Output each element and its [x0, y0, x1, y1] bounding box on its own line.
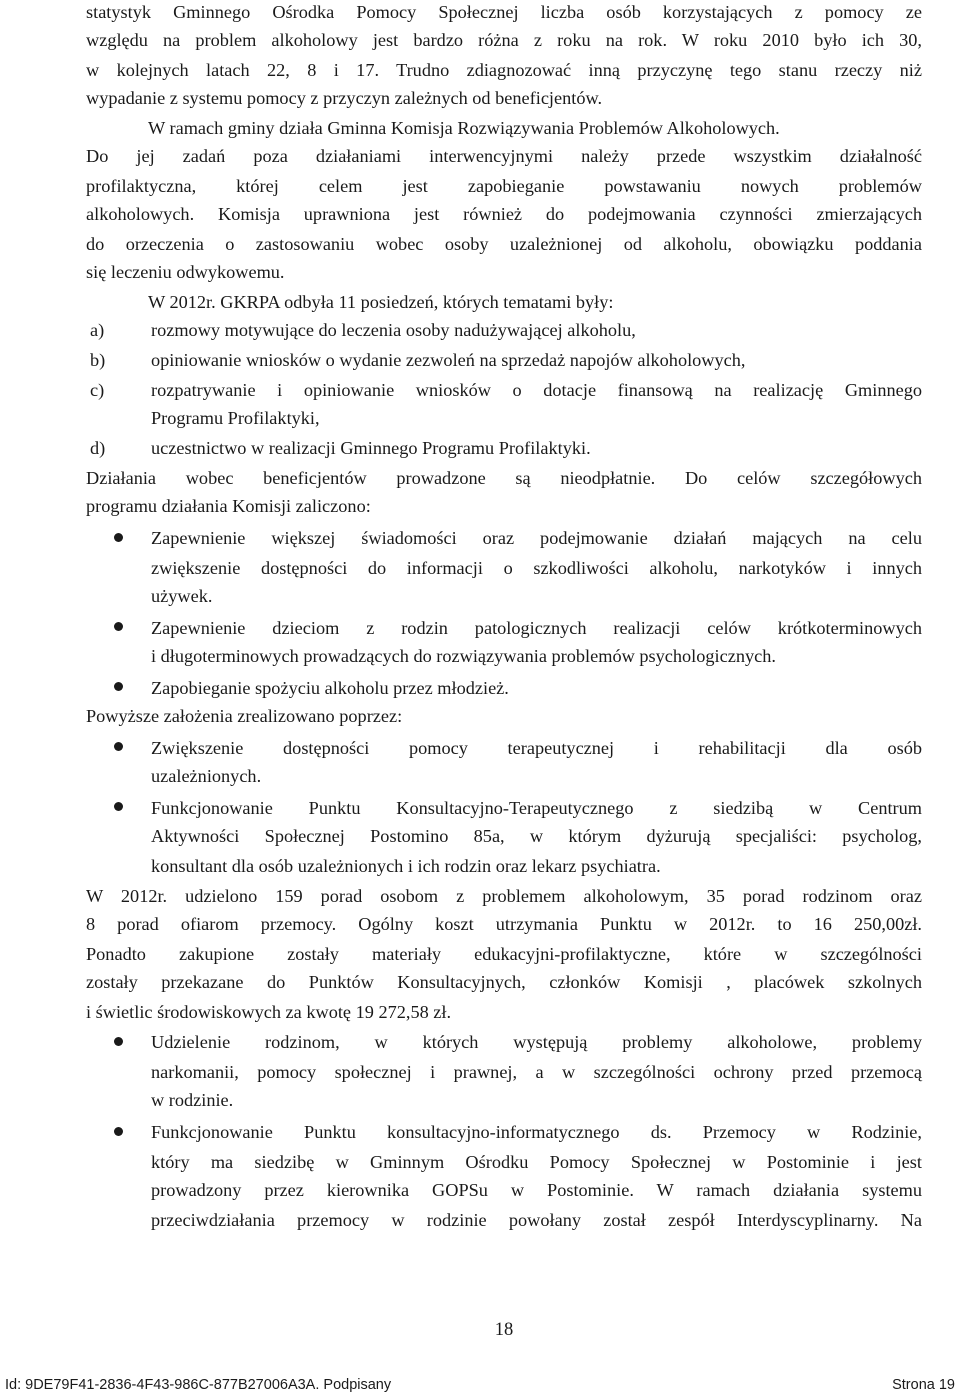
list-item-text: w rodzinie. [151, 1090, 234, 1110]
list-item-text: rozmowy motywujące do leczenia osoby nadużywającej alkoholu, [151, 320, 636, 340]
bullet-icon [114, 622, 123, 631]
text-line: profilaktyczna, której celem jest zapobieganie powstawaniu nowych problemów [86, 176, 922, 196]
list-item-text: Udzielenie rodzinom, w których występują problemy alkoholowe, problemy [151, 1032, 922, 1052]
bullet-icon [114, 802, 123, 811]
list-label: d) [90, 438, 106, 458]
document-footer [5, 1375, 955, 1395]
text-line: w kolejnych latach 22, 8 i 17. Trudno zdiagnozować inną przyczynę tego stanu rzeczy niż [86, 60, 922, 80]
list-item-text: używek. [151, 586, 213, 606]
list-item-text: opiniowanie wniosków o wydanie zezwoleń na sprzedaż napojów alkoholowych, [151, 350, 746, 370]
list-item-text: uzależnionych. [151, 766, 262, 786]
text-line: W 2012r. udzielono 159 porad osobom z problemem alkoholowym, 35 porad rodzinom oraz [86, 886, 922, 906]
text-line: 8 porad ofiarom przemocy. Ogólny koszt utrzymania Punktu w 2012r. to 16 250,00zł. [86, 914, 922, 934]
list-item-text: Funkcjonowanie Punktu konsultacyjno-informatycznego ds. Przemocy w Rodzinie, [151, 1122, 922, 1142]
list-item-text: Zapewnienie większej świadomości oraz podejmowanie działań mających na celu [151, 528, 922, 548]
list-item-text: prowadzony przez kierownika GOPSu w Postominie. W ramach działania systemu [151, 1180, 922, 1200]
list-item-text: przeciwdziałania przemocy w rodzinie powołany został zespół Interdyscyplinarny. Na [151, 1210, 922, 1230]
list-item-text: zwiększenie dostępności do informacji o szkodliwości alkoholu, narkotyków i innych [151, 558, 922, 578]
list-item-text: Programu Profilaktyki, [151, 408, 320, 428]
list-item-text: Zapobieganie spożyciu alkoholu przez młodzież. [151, 678, 509, 698]
list-item-text: Funkcjonowanie Punktu Konsultacyjno-Terapeutycznego z siedzibą w Centrum [151, 798, 922, 818]
text-line: alkoholowych. Komisja uprawniona jest również do podejmowania czynności zmierzających [86, 204, 922, 224]
text-line: programu działania Komisji zaliczono: [86, 496, 371, 516]
list-label: c) [90, 380, 105, 400]
list-item-text: który ma siedzibę w Gminnym Ośrodku Pomocy Społecznej w Postominie i jest [151, 1152, 922, 1172]
list-item-text: konsultant dla osób uzależnionych i ich rodzin oraz lekarz psychiatra. [151, 856, 661, 876]
text-line: do orzeczenia o zastosowaniu wobec osoby uzależnionej od alkoholu, obowiązku poddania [86, 234, 922, 254]
list-item-text: narkomanii, pomocy społecznej i prawnej, a w szczególności ochrony przed przemocą [151, 1062, 922, 1082]
text-line: i świetlic środowiskowych za kwotę 19 272,58 zł. [86, 1002, 452, 1022]
text-line: się leczeniu odwykowemu. [86, 262, 285, 282]
text-line: Do jej zadań poza działaniami interwencyjnymi należy przede wszystkim działalność [86, 146, 922, 166]
list-item-text: i długoterminowych prowadzących do rozwiązywania problemów psychologicznych. [151, 646, 776, 666]
list-item-text: Zapewnienie dzieciom z rodzin patologicznych realizacji celów krótkoterminowych [151, 618, 922, 638]
text-line: statystyk Gminnego Ośrodka Pomocy Społecznej liczba osób korzystających z pomocy ze [86, 2, 922, 22]
bullet-icon [114, 1037, 123, 1046]
text-line: Działania wobec beneficjentów prowadzone są nieodpłatnie. Do celów szczegółowych [86, 468, 922, 488]
list-item-text: uczestnictwo w realizacji Gminnego Programu Profilaktyki. [151, 438, 591, 458]
list-label: b) [90, 350, 106, 370]
page-number: 18 [494, 1320, 514, 1340]
text-line: względu na problem alkoholowy jest bardzo różna z roku na rok. W roku 2010 było ich 30, [86, 30, 922, 50]
bullet-icon [114, 682, 123, 691]
list-item-text: Aktywności Społecznej Postomino 85a, w którym dyżurują specjaliści: psycholog, [151, 826, 922, 846]
text-line: W 2012r. GKRPA odbyła 11 posiedzeń, których tematami były: [148, 292, 614, 312]
footer-page-label: Strona 19 [892, 1377, 955, 1393]
list-item-text: rozpatrywanie i opiniowanie wniosków o dotacje finansową na realizację Gminnego [151, 380, 922, 400]
text-line: zostały przekazane do Punktów Konsultacyjnych, członków Komisji , placówek szkolnych [86, 972, 922, 992]
text-line: Powyższe założenia zrealizowano poprzez: [86, 706, 403, 726]
bullet-icon [114, 742, 123, 751]
list-label: a) [90, 320, 105, 340]
text-line: W ramach gminy działa Gminna Komisja Rozwiązywania Problemów Alkoholowych. [148, 118, 780, 138]
footer-document-id: Id: 9DE79F41-2836-4F43-986C-877B27006A3A. Podpisany [5, 1377, 392, 1393]
bullet-icon [114, 533, 123, 542]
list-item-text: Zwiększenie dostępności pomocy terapeutycznej i rehabilitacji dla osób [151, 738, 922, 758]
text-line: wypadanie z systemu pomocy z przyczyn zależnych od beneficjentów. [86, 88, 603, 108]
text-line: Ponadto zakupione zostały materiały edukacyjni-profilaktyczne, które w szczególności [86, 944, 922, 964]
bullet-icon [114, 1127, 123, 1136]
